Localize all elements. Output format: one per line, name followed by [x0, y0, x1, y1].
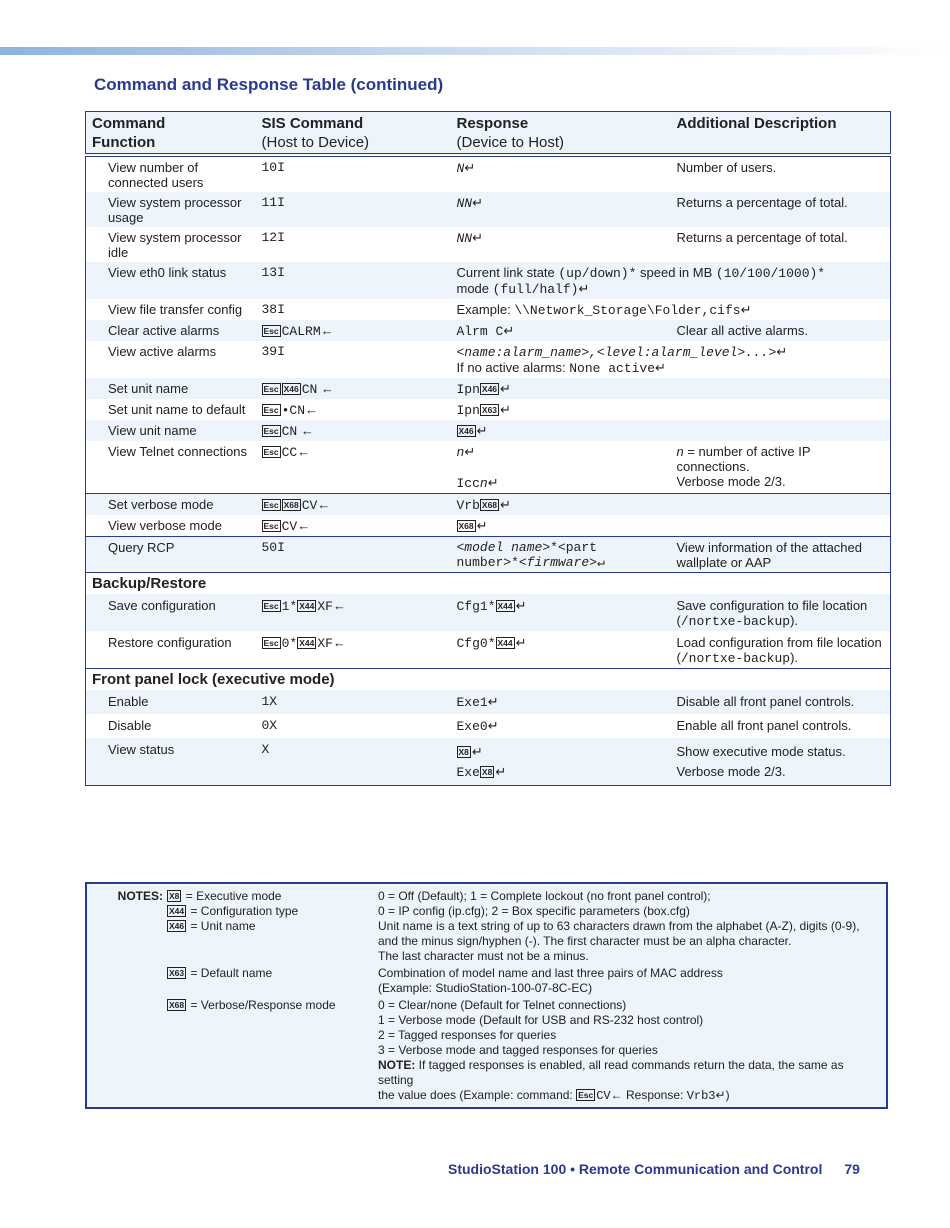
notes-heading: NOTES:	[117, 889, 163, 903]
enter-icon: ↵	[515, 598, 527, 613]
enter-icon: ↵	[578, 281, 590, 296]
page-footer	[448, 1161, 860, 1177]
esc-key-icon: Esc	[263, 326, 279, 336]
enter-icon: ↵	[596, 555, 605, 570]
arrow-icon: ←	[320, 381, 334, 396]
esc-key-icon: Esc	[263, 426, 279, 436]
table-row: View file transfer config 38I Example: \\Network_Storage\Folder,cifs↵	[108, 302, 752, 318]
enter-icon: ↵	[500, 497, 511, 512]
note-row: X68 = Verbose/Response mode 0 = Clear/none (Default for Telnet connections) 1 = Verbose mode (Default for USB and RS-232 host control) 2 = Tagged responses for queries 3 = Verbose mode and tagged responses for queries NOTE: If tagged responses is enabled, all read commands return the data, the same as setting the value does (Example: command: Esc CV← Response: Vrb3↵)	[169, 998, 844, 1103]
header-sis-command: SIS Command (Host to Device)	[256, 112, 451, 156]
table-row: Clear active alarms Esc CALRM← Alrm C↵ Clear all active alarms.	[86, 320, 891, 341]
table-row: View system processor idle 12I NN↵ Returns a percentage of total.	[108, 230, 848, 260]
esc-key-icon: Esc	[263, 638, 279, 648]
table-row: Enable 1X Exe1↵ Disable all front panel controls.	[86, 690, 891, 714]
enter-icon: ↵	[487, 475, 499, 490]
variable-key: X8	[481, 767, 493, 777]
table-row: Restore configuration Esc 0* X44 XF← Cfg0* X44 ↵ Load configuration from file location (/nortxe-backup).	[108, 635, 882, 666]
page-title: Command and Response Table (continued)	[94, 75, 444, 94]
section-heading: Front panel lock (executive mode)	[86, 669, 891, 691]
arrow-icon: ←	[297, 518, 311, 533]
footer-text: StudioStation 100 • Remote Communication and Control	[448, 1161, 823, 1177]
table-row: View Telnet connections Esc CC← n↵ Iccn↵ n = number of active IP connections. Verbose mode 2/3.	[108, 444, 811, 491]
section-heading: Backup/Restore	[86, 573, 891, 595]
esc-key-icon: Esc	[263, 601, 279, 611]
arrow-icon: ←	[610, 1088, 623, 1102]
variable-key: X63	[169, 968, 185, 978]
arrow-icon: ←	[297, 444, 311, 459]
variable-key: X46	[169, 921, 185, 931]
variable-key: X44	[299, 601, 315, 611]
arrow-icon: ←	[332, 598, 346, 613]
enter-icon: ↵	[487, 718, 499, 733]
enter-icon: ↵	[740, 302, 752, 317]
variable-key: X68	[458, 521, 474, 531]
header-command-function: Command Function	[86, 112, 256, 156]
enter-icon: ↵	[476, 518, 488, 533]
table-row: View status X X8 ↵ Exe X8 ↵ Show executive mode status. Verbose mode 2/3.	[86, 738, 891, 786]
page-number: 79	[844, 1161, 860, 1177]
table-row: Set unit name to default Esc •CN← Ipn X63 ↵	[108, 402, 511, 418]
arrow-icon: ←	[317, 497, 331, 512]
enter-icon: ↵	[500, 402, 511, 417]
variable-key: X44	[169, 906, 185, 916]
variable-key: X63	[481, 405, 498, 415]
esc-key-icon: Esc	[263, 500, 279, 510]
arrow-icon: ←	[320, 323, 334, 338]
table-row: Disable 0X Exe0↵ Enable all front panel controls.	[108, 718, 852, 734]
esc-key-icon: Esc	[263, 447, 279, 457]
variable-key: X46	[283, 384, 299, 394]
note-row: NOTES: X8 = Executive mode 0 = Off (Default); 1 = Complete lockout (no front panel control);	[86, 883, 887, 904]
enter-icon: ↵	[464, 444, 476, 459]
enter-icon: ↵	[503, 323, 515, 338]
variable-key: X68	[283, 500, 299, 510]
table-row: View verbose mode Esc CV← X68 ↵	[108, 518, 488, 534]
variable-key: X46	[458, 426, 474, 436]
section-heading-row	[86, 669, 891, 691]
enter-icon: ↵	[495, 764, 507, 779]
variable-key: X44	[497, 638, 513, 648]
variable-key: X44	[497, 601, 513, 611]
variable-key: X68	[481, 500, 498, 510]
enter-icon: ↵	[472, 230, 484, 245]
table-row: View system processor usage 11I NN↵ Returns a percentage of total.	[86, 192, 891, 227]
arrow-icon: ←	[300, 423, 314, 438]
variable-key: X46	[481, 384, 498, 394]
table-header-row	[86, 112, 891, 156]
table-row: Set unit name Esc X46 CN ← Ipn X46 ↵	[86, 378, 891, 399]
table-row: View eth0 link status 13I Current link state (up/down)* speed in MB (10/100/1000)* mode (full/half)↵	[86, 262, 891, 299]
enter-icon: ↵	[515, 635, 527, 650]
enter-icon: ↵	[776, 344, 788, 359]
enter-icon: ↵	[476, 423, 488, 438]
command-response-table	[85, 111, 891, 786]
arrow-icon: ←	[332, 635, 346, 650]
table-row: Set verbose mode Esc X68 CV← Vrb X68 ↵	[86, 494, 891, 516]
variable-key: X68	[169, 1000, 185, 1010]
section-heading-row	[86, 573, 891, 595]
esc-key-icon: Esc	[263, 405, 279, 415]
enter-icon: ↵	[655, 360, 666, 375]
table-row: View number of connected users 10I N↵ Number of users.	[108, 160, 777, 190]
enter-icon: ↵	[715, 1088, 726, 1102]
esc-key-icon: Esc	[578, 1090, 594, 1100]
header-gradient-bar	[0, 47, 950, 55]
note-row: X63 = Default name Combination of model name and last three pairs of MAC address (Example: StudioStation-100-07-8C-EC)	[169, 966, 723, 995]
enter-icon: ↵	[464, 160, 476, 175]
enter-icon: ↵	[500, 381, 511, 396]
header-additional-description: Additional Description	[671, 112, 891, 156]
esc-key-icon: Esc	[263, 521, 279, 531]
enter-icon: ↵	[471, 744, 483, 759]
variable-key: X8	[169, 891, 180, 901]
table-row: Save configuration Esc 1* X44 XF← Cfg1* X44 ↵ Save configuration to file location (/nortxe-backup).	[86, 594, 891, 631]
note-row: X46 = Unit name Unit name is a text string of up to 63 characters drawn from the alphabet (A-Z), digits (0-9), and the minus sign/hyphen (-). The first character must be an alpha character. The last character must not be a minus.	[169, 919, 860, 963]
enter-icon: ↵	[472, 195, 484, 210]
table-row: View unit name Esc CN ← X46 ↵	[86, 420, 891, 441]
esc-key-icon: Esc	[263, 384, 279, 394]
note-row: X44 = Configuration type 0 = IP config (ip.cfg); 2 = Box specific parameters (box.cfg)	[169, 904, 690, 918]
table-row: Query RCP 50I <model name>*<part number>*<firmware>↵ View information of the attached wallplate or AAP	[86, 537, 891, 573]
notes-box	[85, 882, 888, 1109]
header-response: Response (Device to Host)	[451, 112, 671, 156]
variable-key: X8	[458, 747, 469, 757]
enter-icon: ↵	[487, 694, 499, 709]
table-row: View active alarms 39I <name:alarm_name>,<level:alarm_level>...>↵ If no active alarms: None active↵	[108, 344, 788, 376]
arrow-icon: ←	[305, 402, 319, 417]
variable-key: X44	[299, 638, 315, 648]
